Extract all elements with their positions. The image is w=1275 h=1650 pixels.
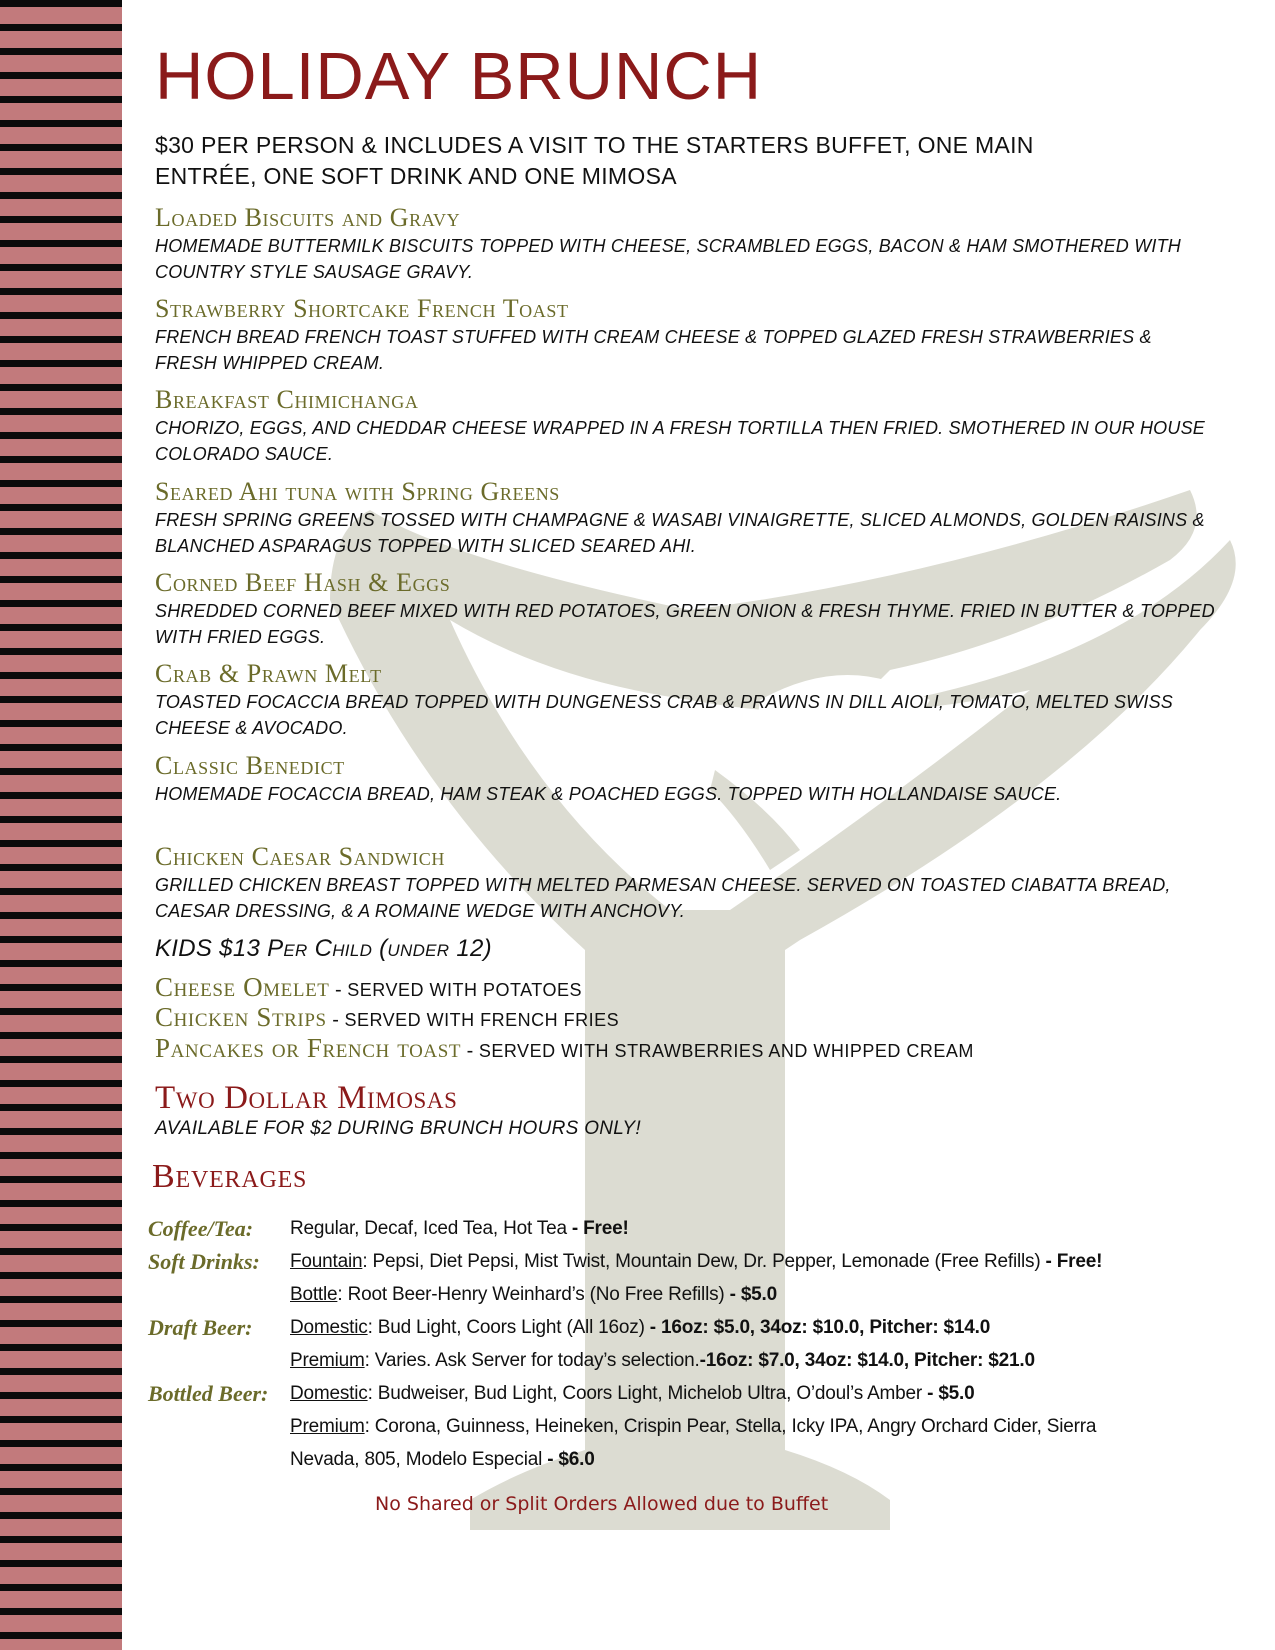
menu-title: HOLIDAY BRUNCH — [155, 39, 763, 114]
menu-item-name: Loaded Biscuits and Gravy — [155, 203, 461, 232]
beverage-row — [155, 1443, 1245, 1476]
kids-item — [155, 1033, 974, 1064]
beverage-subcategory: Domestic — [290, 1317, 368, 1338]
kids-item-description: SERVED WITH STRAWBERRIES AND WHIPPED CREAM — [478, 1041, 974, 1061]
menu-item — [155, 751, 1215, 807]
menu-item — [155, 385, 1215, 467]
beverage-price: -16oz: $7.0, 34oz: $14.0, Pitcher: $21.0 — [699, 1350, 1035, 1371]
beverage-row — [148, 1377, 1245, 1410]
beverage-separator: : — [367, 1317, 378, 1338]
beverage-row — [148, 1212, 1245, 1245]
menu-item-name: Seared Ahi tuna with Spring Greens — [155, 477, 560, 506]
menu-item-description: HOMEMADE FOCACCIA BREAD, HAM STEAK & POACHED EGGS. TOPPED WITH HOLLANDAISE SAUCE. — [155, 784, 1062, 804]
menu-item-name: Corned Beef Hash & Eggs — [155, 568, 451, 597]
kids-item-separator: - — [461, 1040, 479, 1062]
menu-item-description: HOMEMADE BUTTERMILK BISCUITS TOPPED WITH CHEESE, SCRAMBLED EGGS, BACON & HAM SMOTHERED WITH COUNTRY STYLE SAUSAGE GRAVY. — [155, 236, 1181, 282]
beverage-separator: : — [364, 1416, 375, 1437]
mimosa-heading: Two Dollar Mimosas — [155, 1080, 458, 1116]
kids-item-description: SERVED WITH FRENCH FRIES — [344, 1010, 620, 1030]
kids-item-name: Pancakes or French toast — [155, 1033, 462, 1063]
menu-item-name: Classic Benedict — [155, 751, 345, 780]
menu-item — [155, 477, 1215, 559]
beverage-row — [148, 1311, 1245, 1344]
beverage-price: - Free! — [1045, 1251, 1103, 1272]
menu-item-name: Chicken Caesar Sandwich — [155, 842, 445, 871]
beverage-category: Coffee/Tea: — [148, 1216, 254, 1241]
beverage-separator: : — [367, 1383, 378, 1404]
beverages-heading: Beverages — [152, 1158, 308, 1195]
menu-item — [155, 659, 1215, 741]
beverage-row — [155, 1344, 1245, 1377]
beverage-row — [148, 1245, 1245, 1278]
beverage-subcategory: Premium — [290, 1350, 365, 1371]
kids-heading: KIDS $13 Per Child (under 12) — [155, 935, 492, 962]
beverage-description: Root Beer-Henry Weinhard’s (No Free Refills) — [347, 1284, 730, 1305]
beverage-category: Bottled Beer: — [148, 1381, 269, 1406]
beverage-separator: : — [362, 1251, 373, 1272]
menu-item-description: GRILLED CHICKEN BREAST TOPPED WITH MELTED PARMESAN CHEESE. SERVED ON TOASTED CIABATTA BREAD, CAESAR DRESSING, & A ROMAINE WEDGE WITH ANCHOVY. — [155, 875, 1171, 921]
menu-item-description: FRENCH BREAD FRENCH TOAST STUFFED WITH CREAM CHEESE & TOPPED GLAZED FRESH STRAWBERRIES & FRESH WHIPPED CREAM. — [155, 327, 1152, 373]
beverage-description: Corona, Guinness, Heineken, Crispin Pear, Stella, Icky IPA, Angry Orchard Cider, Sierra — [374, 1416, 1097, 1437]
beverage-separator: : — [364, 1350, 375, 1371]
kids-item — [155, 972, 582, 1003]
mimosa-description: AVAILABLE FOR $2 DURING BRUNCH HOURS ONLY! — [155, 1118, 641, 1139]
menu-item — [155, 203, 1215, 285]
beverage-category: Draft Beer: — [148, 1315, 253, 1340]
kids-item-name: Cheese Omelet — [155, 972, 330, 1002]
beverage-description: Pepsi, Diet Pepsi, Mist Twist, Mountain Dew, Dr. Pepper, Lemonade (Free Refills) — [372, 1251, 1046, 1272]
beverage-description: Varies. Ask Server for today’s selection. — [374, 1350, 700, 1371]
beverage-price: - $6.0 — [547, 1449, 595, 1470]
brick-pattern-border — [0, 0, 122, 1650]
beverage-description: Budweiser, Bud Light, Coors Light, Michelob Ultra, O’doul’s Amber — [377, 1383, 928, 1404]
beverage-description: Regular, Decaf, Iced Tea, Hot Tea — [290, 1218, 572, 1239]
beverage-row — [155, 1278, 1245, 1311]
beverage-subcategory: Premium — [290, 1416, 365, 1437]
pricing-intro: $30 PER PERSON & INCLUDES A VISIT TO THE STARTERS BUFFET, ONE MAIN ENTRÉE, ONE SOFT DRINK AND ONE MIMOSA — [155, 132, 1034, 189]
beverage-description: Bud Light, Coors Light (All 16oz) — [377, 1317, 650, 1338]
beverage-price: - 16oz: $5.0, 34oz: $10.0, Pitcher: $14.0 — [649, 1317, 991, 1338]
menu-item-name: Strawberry Shortcake French Toast — [155, 294, 569, 323]
kids-item-separator: - — [326, 1009, 345, 1031]
beverage-price: - Free! — [571, 1218, 629, 1239]
menu-item-description: SHREDDED CORNED BEEF MIXED WITH RED POTATOES, GREEN ONION & FRESH THYME. FRIED IN BUTTER & TOPPED WITH FRIED EGGS. — [155, 601, 1215, 647]
kids-item-name: Chicken Strips — [155, 1002, 327, 1032]
menu-item — [155, 568, 1215, 650]
beverages-list — [148, 1212, 1245, 1476]
beverage-row — [155, 1410, 1245, 1443]
menu-item-name: Breakfast Chimichanga — [155, 385, 419, 414]
beverage-price: - $5.0 — [927, 1383, 975, 1404]
kids-item-separator: - — [329, 979, 348, 1001]
menu-item-description: CHORIZO, EGGS, AND CHEDDAR CHEESE WRAPPED IN A FRESH TORTILLA THEN FRIED. SMOTHERED IN OUR HOUSE COLORADO SAUCE. — [155, 418, 1205, 464]
beverage-subcategory: Fountain — [290, 1251, 363, 1272]
menu-item-name: Crab & Prawn Melt — [155, 659, 382, 688]
menu-item — [155, 294, 1215, 376]
beverage-subcategory: Bottle — [290, 1284, 338, 1305]
beverage-price: - $5.0 — [729, 1284, 777, 1305]
beverage-description: Nevada, 805, Modelo Especial — [290, 1449, 548, 1470]
menu-item-description: FRESH SPRING GREENS TOSSED WITH CHAMPAGNE & WASABI VINAIGRETTE, SLICED ALMONDS, GOLDEN RAISINS & BLANCHED ASPARAGUS TOPPED WITH SLICED SEARED AHI. — [155, 510, 1205, 556]
menu-item-description: TOASTED FOCACCIA BREAD TOPPED WITH DUNGENESS CRAB & PRAWNS IN DILL AIOLI, TOMATO, MELTED SWISS CHEESE & AVOCADO. — [155, 692, 1173, 738]
kids-item-description: SERVED WITH POTATOES — [347, 980, 582, 1000]
menu-item — [155, 842, 1215, 924]
beverage-category: Soft Drinks: — [148, 1249, 260, 1274]
beverage-subcategory: Domestic — [290, 1383, 368, 1404]
beverage-separator: : — [337, 1284, 348, 1305]
footer-note: No Shared or Split Orders Allowed due to Buffet — [375, 1493, 829, 1515]
kids-item — [155, 1002, 619, 1033]
